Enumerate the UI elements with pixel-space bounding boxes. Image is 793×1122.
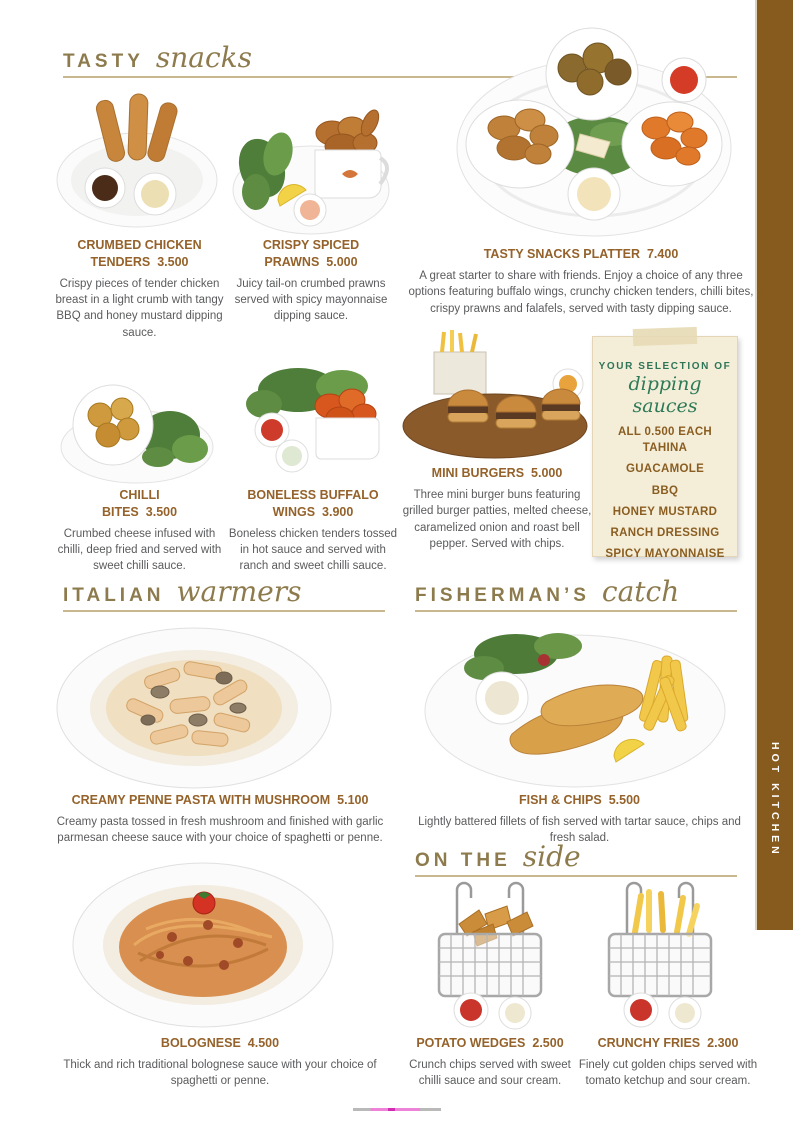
item-title: POTATO WEDGES 2.500 — [416, 1036, 564, 1050]
item-price: 5.000 — [326, 254, 358, 269]
section-title-main: ITALIAN — [63, 585, 165, 606]
section-title-script: warmers — [176, 575, 302, 608]
section-header-fishermans-catch — [415, 575, 737, 612]
item-title: BOLOGNESE 4.500 — [160, 1036, 280, 1050]
menu-item-potato-wedges — [400, 1035, 580, 1090]
item-description: A great starter to share with friends. Enjoy a choice of any three options featuring buffalo wings, crunchy chicken tenders, chilli bites, crispy prawns and falafels, served with tasty dipping sauce. — [408, 269, 754, 315]
menu-item-mini-burgers — [402, 465, 592, 552]
sauce-item: RANCH DRESSING — [610, 527, 720, 540]
hot-kitchen-label: HOT KITCHEN — [769, 742, 781, 858]
crunchy-fries-photo — [583, 876, 735, 1031]
item-title: BONELESS BUFFALO WINGS 3.900 — [247, 488, 379, 519]
menu-item-crumbed-chicken-tenders — [52, 237, 227, 341]
item-title: FISH & CHIPS 5.500 — [519, 793, 640, 807]
item-title: CREAMY PENNE PASTA WITH MUSHROOM 5.100 — [71, 793, 369, 807]
creamy-penne-pasta-photo — [52, 620, 337, 792]
item-title: CHILLI BITES 3.500 — [101, 488, 178, 519]
section-title-script: snacks — [155, 41, 252, 74]
section-title-main: ON THE — [415, 850, 511, 871]
section-title-script: side — [522, 840, 581, 873]
item-price: 5.500 — [608, 793, 640, 807]
item-price: 5.100 — [337, 793, 369, 807]
section-title-main: FISHERMAN’S — [415, 585, 590, 606]
menu-item-boneless-buffalo-wings — [227, 487, 399, 575]
bottom-crop-mark — [353, 1108, 441, 1111]
section-title-main: TASTY — [63, 51, 144, 72]
note-subheading: dipping sauces — [628, 373, 702, 417]
item-price: 3.500 — [157, 254, 189, 269]
section-header-italian-warmers — [63, 575, 385, 612]
menu-item-crunchy-fries — [578, 1035, 758, 1090]
section-header-on-the-side — [415, 840, 737, 877]
item-price: 3.500 — [145, 504, 178, 519]
item-price: 2.300 — [707, 1036, 739, 1050]
item-price: 2.500 — [532, 1036, 564, 1050]
item-description: Thick and rich traditional bolognese sauce with your choice of spaghetti or penne. — [63, 1058, 377, 1088]
menu-item-bolognese — [55, 1035, 385, 1090]
crumbed-chicken-tenders-photo — [52, 82, 222, 234]
menu-item-tasty-snacks-platter — [402, 246, 760, 317]
bolognese-photo — [68, 853, 338, 1031]
item-description: Crunch chips served with sweet chilli sauce and sour cream. — [409, 1058, 571, 1088]
fish-and-chips-photo — [418, 616, 733, 791]
item-description: Lightly battered fillets of fish served with tartar sauce, chips and fresh salad. — [418, 815, 741, 845]
tasty-snacks-platter-photo — [452, 16, 737, 244]
item-price: 5.000 — [531, 466, 563, 480]
sauce-list — [593, 438, 737, 566]
boneless-buffalo-wings-photo — [238, 360, 390, 484]
item-title: CRISPY SPICED PRAWNS 5.000 — [262, 238, 360, 269]
item-price: 3.900 — [322, 504, 354, 519]
item-description: Finely cut golden chips served with tomato ketchup and sour cream. — [578, 1058, 758, 1088]
sauce-item: BBQ — [651, 484, 679, 497]
chilli-bites-photo — [58, 363, 216, 485]
note-heading: YOUR SELECTION OF — [598, 361, 732, 372]
item-description: Crispy pieces of tender chicken breast in a light crumb with tangy BBQ and honey mustard dipping sauce. — [55, 277, 224, 339]
sauce-item: HONEY MUSTARD — [612, 505, 718, 518]
item-description: Three mini burger buns featuring grilled burger patties, melted cheese, caramelized onion and roast bell pepper. Served with chips. — [402, 488, 592, 550]
item-description: Crumbed cheese infused with chilli, deep fried and served with sweet chilli sauce. — [57, 527, 222, 573]
item-price: 4.500 — [247, 1036, 280, 1050]
item-title: CRUMBED CHICKEN TENDERS 3.500 — [77, 238, 202, 269]
sauce-item: SPICY MAYONNAISE — [605, 548, 725, 561]
potato-wedges-photo — [415, 876, 565, 1031]
menu-item-chilli-bites — [52, 487, 227, 575]
mini-burgers-photo — [400, 328, 595, 463]
item-description: Juicy tail-on crumbed prawns served with spicy mayonnaise dipping sauce. — [234, 277, 388, 323]
section-title-script: catch — [601, 575, 680, 608]
sauce-item: TAHINA — [642, 442, 688, 454]
item-description: Creamy pasta tossed in fresh mushroom and finished with garlic parmesan cheese sauce with your choice of spaghetti or penne. — [56, 815, 384, 845]
tape-decoration — [633, 327, 698, 346]
hot-kitchen-side-tab — [755, 0, 793, 930]
item-title: TASTY SNACKS PLATTER 7.400 — [483, 247, 679, 261]
note-price-line: ALL 0.500 EACH — [617, 426, 713, 438]
sauce-item: GUACAMOLE — [625, 463, 705, 476]
crispy-spiced-prawns-photo — [230, 88, 393, 236]
menu-item-fish-and-chips — [412, 792, 747, 847]
dipping-sauces-note — [592, 336, 738, 561]
menu-item-crispy-spiced-prawns — [225, 237, 397, 325]
item-title: MINI BURGERS 5.000 — [431, 466, 563, 480]
menu-item-creamy-penne — [45, 792, 395, 847]
item-title: CRUNCHY FRIES 2.300 — [597, 1036, 739, 1050]
item-price: 7.400 — [646, 247, 679, 261]
item-description: Boneless chicken tenders tossed in hot sauce and served with ranch and sweet chilli sauce. — [228, 527, 398, 573]
